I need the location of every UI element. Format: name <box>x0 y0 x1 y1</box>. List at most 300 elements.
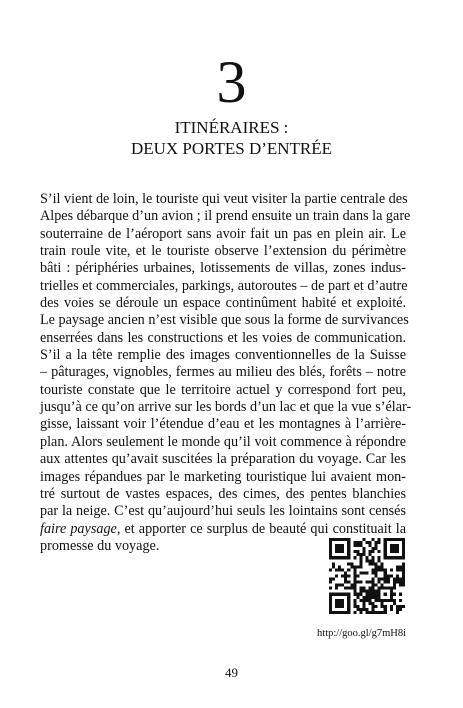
qr-module <box>390 593 393 596</box>
qr-module <box>369 590 372 593</box>
chapter-title <box>0 117 463 159</box>
qr-module <box>393 584 396 587</box>
qr-module <box>384 544 387 547</box>
qr-module <box>393 599 396 602</box>
qr-module <box>369 541 372 544</box>
text-line: bâti : périphéries urbaines, lotissements de villas, zones indus- <box>40 260 406 277</box>
qr-module <box>396 574 399 577</box>
qr-module <box>353 556 356 559</box>
qr-module <box>375 574 378 577</box>
qr-module <box>347 568 350 571</box>
qr-module <box>375 544 378 547</box>
qr-module <box>347 587 350 590</box>
qr-module <box>350 584 353 587</box>
qr-module <box>362 596 365 599</box>
qr-module <box>353 578 356 581</box>
qr-module <box>353 593 356 596</box>
qr-module <box>393 556 396 559</box>
qr-module <box>384 593 387 596</box>
qr-module <box>372 550 375 553</box>
qr-module <box>372 590 375 593</box>
qr-module <box>387 599 390 602</box>
qr-module <box>372 562 375 565</box>
qr-module <box>384 581 387 584</box>
qr-module <box>341 550 344 553</box>
qr-module <box>372 596 375 599</box>
qr-module <box>344 593 347 596</box>
qr-module <box>329 541 332 544</box>
qr-module <box>359 587 362 590</box>
qr-module <box>341 544 344 547</box>
qr-module <box>402 574 405 577</box>
qr-module <box>384 608 387 611</box>
qr-module <box>402 568 405 571</box>
qr-module <box>402 578 405 581</box>
qr-module <box>335 538 338 541</box>
text-line: Le paysage ancien n’est visible que sous la forme de survivances <box>40 312 409 329</box>
qr-module <box>332 562 335 565</box>
qr-module <box>381 568 384 571</box>
qr-module <box>372 593 375 596</box>
qr-module <box>329 538 332 541</box>
qr-module <box>375 568 378 571</box>
qr-module <box>375 593 378 596</box>
qr-module <box>369 593 372 596</box>
qr-module <box>396 556 399 559</box>
qr-module <box>353 565 356 568</box>
qr-module <box>393 544 396 547</box>
text-line: train roule vite, et le touriste observe l’extension du périmètre <box>40 243 406 260</box>
qr-module <box>353 544 356 547</box>
qr-module <box>393 550 396 553</box>
qr-module <box>402 544 405 547</box>
qr-module <box>335 568 338 571</box>
qr-module <box>347 593 350 596</box>
qr-module <box>353 590 356 593</box>
qr-module <box>402 556 405 559</box>
text-line: images répandues par le marketing touristique lui avaient mon- <box>40 468 406 485</box>
qr-module <box>329 568 332 571</box>
qr-module <box>347 599 350 602</box>
qr-module <box>338 602 341 605</box>
qr-module <box>341 593 344 596</box>
qr-module <box>378 590 381 593</box>
qr-module <box>341 574 344 577</box>
qr-module <box>359 559 362 562</box>
qr-module <box>356 544 359 547</box>
qr-module <box>384 556 387 559</box>
qr-module <box>402 562 405 565</box>
qr-module <box>353 584 356 587</box>
qr-module <box>381 599 384 602</box>
qr-module <box>335 602 338 605</box>
qr-module <box>396 578 399 581</box>
qr-module <box>338 550 341 553</box>
qr-module <box>362 608 365 611</box>
qr-module <box>338 538 341 541</box>
qr-module <box>338 565 341 568</box>
qr-module <box>381 562 384 565</box>
qr-module <box>393 587 396 590</box>
qr-module <box>341 602 344 605</box>
qr-module <box>356 608 359 611</box>
qr-module <box>338 568 341 571</box>
qr-module <box>356 581 359 584</box>
qr-module <box>402 565 405 568</box>
qr-module <box>350 565 353 568</box>
qr-module <box>335 611 338 614</box>
qr-module <box>393 593 396 596</box>
qr-module <box>387 538 390 541</box>
qr-module <box>335 584 338 587</box>
qr-module <box>369 544 372 547</box>
qr-module <box>381 584 384 587</box>
qr-module <box>347 608 350 611</box>
qr-module <box>378 578 381 581</box>
qr-module <box>372 584 375 587</box>
qr-module <box>329 593 332 596</box>
qr-module <box>390 550 393 553</box>
qr-module <box>335 599 338 602</box>
text-line-last: promesse du voyage. <box>40 537 160 554</box>
qr-module <box>353 605 356 608</box>
text-fragment: , et apporter ce surplus de beauté qui constituait la <box>116 520 406 537</box>
qr-module <box>353 574 356 577</box>
qr-module <box>347 596 350 599</box>
qr-module <box>356 596 359 599</box>
qr-module <box>384 571 387 574</box>
qr-module <box>329 605 332 608</box>
qr-module <box>396 547 399 550</box>
qr-module <box>399 605 402 608</box>
qr-module <box>399 584 402 587</box>
qr-module <box>399 556 402 559</box>
qr-module <box>353 541 356 544</box>
qr-module <box>359 553 362 556</box>
qr-module <box>335 547 338 550</box>
qr-module <box>372 611 375 614</box>
qr-module <box>365 608 368 611</box>
qr-module <box>362 599 365 602</box>
qr-module <box>402 584 405 587</box>
qr-module <box>353 571 356 574</box>
qr-module <box>402 550 405 553</box>
qr-module <box>399 593 402 596</box>
qr-module <box>344 611 347 614</box>
qr-module <box>359 565 362 568</box>
chapter-number: 3 <box>216 49 247 115</box>
chapter-title-line-2: DEUX PORTES D’ENTRÉE <box>130 139 333 158</box>
qr-module <box>347 605 350 608</box>
qr-module <box>378 587 381 590</box>
qr-module <box>341 611 344 614</box>
qr-module <box>399 608 402 611</box>
qr-module <box>402 547 405 550</box>
qr-module <box>329 608 332 611</box>
qr-module <box>332 578 335 581</box>
qr-module <box>341 538 344 541</box>
qr-module <box>335 605 338 608</box>
qr-module <box>329 587 332 590</box>
qr-module <box>356 541 359 544</box>
qr-module <box>378 596 381 599</box>
text-line: tré surtout de vastes espaces, des cimes, des pentes blanchies <box>40 485 406 502</box>
qr-module <box>375 547 378 550</box>
text-line: gisse, laissant voir l’étendue d’eau et les montagnes à l’arrière- <box>40 416 406 433</box>
qr-module <box>329 547 332 550</box>
qr-module <box>375 596 378 599</box>
qr-module <box>387 556 390 559</box>
chapter-title-line-1: ITINÉRAIRES : <box>174 118 289 137</box>
qr-module <box>362 605 365 608</box>
qr-module <box>384 574 387 577</box>
qr-module <box>384 538 387 541</box>
qr-module <box>347 538 350 541</box>
qr-module <box>335 574 338 577</box>
qr-module <box>347 574 350 577</box>
qr-module <box>378 593 381 596</box>
qr-module <box>341 568 344 571</box>
qr-module <box>384 605 387 608</box>
qr-module <box>381 578 384 581</box>
qr-module <box>369 587 372 590</box>
qr-module <box>381 587 384 590</box>
qr-module <box>356 593 359 596</box>
qr-module <box>353 550 356 553</box>
qr-module <box>393 547 396 550</box>
qr-module <box>378 559 381 562</box>
qr-module <box>353 602 356 605</box>
qr-module <box>332 565 335 568</box>
qr-module <box>381 565 384 568</box>
qr-module <box>393 581 396 584</box>
qr-module <box>362 587 365 590</box>
qr-module <box>375 565 378 568</box>
qr-module <box>390 599 393 602</box>
qr-module <box>338 593 341 596</box>
qr-module <box>396 611 399 614</box>
qr-module <box>362 571 365 574</box>
qr-module <box>372 571 375 574</box>
qr-module <box>369 562 372 565</box>
qr-module <box>332 611 335 614</box>
qr-module <box>347 547 350 550</box>
qr-module <box>402 581 405 584</box>
text-line: – pâturages, vignobles, fermes au milieu des blés, forêts – notre <box>40 364 406 381</box>
qr-module <box>372 547 375 550</box>
qr-module <box>402 605 405 608</box>
qr-module <box>347 550 350 553</box>
qr-module <box>329 553 332 556</box>
qr-module <box>399 565 402 568</box>
qr-module <box>393 602 396 605</box>
qr-module <box>387 574 390 577</box>
qr-module <box>381 611 384 614</box>
text-line: aux attentes qu’avait suscitées la préparation du voyage. Car les <box>40 451 406 468</box>
qr-module <box>332 593 335 596</box>
qr-module <box>384 568 387 571</box>
qr-module <box>399 578 402 581</box>
qr-module <box>390 568 393 571</box>
qr-module <box>390 587 393 590</box>
qr-module <box>353 568 356 571</box>
qr-module <box>329 544 332 547</box>
qr-module <box>365 596 368 599</box>
qr-module <box>359 571 362 574</box>
qr-module <box>390 547 393 550</box>
qr-module <box>338 599 341 602</box>
qr-module <box>372 602 375 605</box>
qr-module <box>347 541 350 544</box>
qr-module <box>375 584 378 587</box>
qr-module <box>372 605 375 608</box>
qr-module <box>338 556 341 559</box>
qr-module <box>375 562 378 565</box>
qr-module <box>372 556 375 559</box>
qr-module <box>362 602 365 605</box>
qr-module <box>393 578 396 581</box>
qr-module <box>341 599 344 602</box>
qr-module <box>359 544 362 547</box>
qr-module <box>347 581 350 584</box>
qr-module <box>365 556 368 559</box>
qr-module <box>359 599 362 602</box>
qr-module <box>347 553 350 556</box>
qr-module <box>396 544 399 547</box>
qr-module <box>359 556 362 559</box>
qr-module <box>338 544 341 547</box>
qr-module <box>347 544 350 547</box>
qr-module <box>390 608 393 611</box>
text-line: souterraine de l’aéroport sans avoir fait un pas en plein air. Le <box>40 225 406 242</box>
qr-module <box>359 593 362 596</box>
qr-module <box>378 541 381 544</box>
qr-module <box>384 578 387 581</box>
qr-code-icon <box>329 538 405 614</box>
qr-module <box>375 599 378 602</box>
qr-module <box>365 571 368 574</box>
text-line: Alpes débarque d’un avion ; il prend ensuite un train dans la gare <box>40 208 411 225</box>
qr-module <box>329 581 332 584</box>
qr-module <box>393 538 396 541</box>
qr-module <box>362 550 365 553</box>
qr-module <box>390 538 393 541</box>
qr-module <box>347 611 350 614</box>
qr-module <box>396 581 399 584</box>
qr-module <box>365 611 368 614</box>
qr-module <box>356 553 359 556</box>
qr-module <box>375 571 378 574</box>
qr-module <box>335 593 338 596</box>
qr-module <box>365 581 368 584</box>
qr-module <box>329 550 332 553</box>
qr-module <box>344 587 347 590</box>
qr-module <box>341 605 344 608</box>
qr-module <box>365 541 368 544</box>
qr-module <box>399 568 402 571</box>
qr-module <box>335 556 338 559</box>
qr-module <box>341 547 344 550</box>
qr-module <box>353 599 356 602</box>
qr-module <box>356 565 359 568</box>
qr-module <box>369 596 372 599</box>
qr-module <box>375 541 378 544</box>
qr-module <box>396 605 399 608</box>
text-line: enserrées dans les constructions et les voies de communication. <box>40 329 406 346</box>
qr-module <box>375 611 378 614</box>
qr-module <box>390 596 393 599</box>
qr-module <box>378 565 381 568</box>
qr-module <box>362 553 365 556</box>
qr-module <box>372 587 375 590</box>
qr-module <box>338 584 341 587</box>
qr-module <box>329 599 332 602</box>
text-line: des voies se déroule un espace continûment habité et exploité. <box>40 295 406 312</box>
qr-module <box>372 608 375 611</box>
qr-module <box>384 587 387 590</box>
qr-module <box>399 599 402 602</box>
qr-module <box>350 587 353 590</box>
qr-module <box>362 590 365 593</box>
page-number: 49 <box>225 665 238 680</box>
qr-module <box>344 581 347 584</box>
qr-module <box>402 541 405 544</box>
qr-module <box>390 544 393 547</box>
qr-module <box>335 550 338 553</box>
qr-module <box>372 581 375 584</box>
qr-module <box>384 611 387 614</box>
qr-module <box>344 571 347 574</box>
qr-module <box>399 581 402 584</box>
qr-module <box>390 556 393 559</box>
qr-module <box>378 568 381 571</box>
qr-module <box>369 553 372 556</box>
qr-module <box>384 553 387 556</box>
qr-module <box>369 550 372 553</box>
qr-module <box>396 608 399 611</box>
qr-module <box>378 611 381 614</box>
qr-module <box>344 538 347 541</box>
qr-module <box>381 605 384 608</box>
qr-module <box>387 581 390 584</box>
text-line <box>40 521 406 538</box>
qr-module <box>359 611 362 614</box>
qr-module <box>378 550 381 553</box>
qr-module <box>353 587 356 590</box>
qr-module <box>387 587 390 590</box>
qr-module <box>365 593 368 596</box>
qr-module <box>347 562 350 565</box>
qr-module <box>402 538 405 541</box>
qr-module <box>329 578 332 581</box>
qr-module <box>362 547 365 550</box>
qr-module <box>372 578 375 581</box>
qr-module <box>365 599 368 602</box>
qr-module <box>402 553 405 556</box>
qr-module <box>344 556 347 559</box>
qr-module <box>369 611 372 614</box>
qr-module <box>378 556 381 559</box>
qr-module <box>378 599 381 602</box>
qr-module <box>372 538 375 541</box>
qr-module <box>332 556 335 559</box>
qr-module <box>359 562 362 565</box>
qr-link-url[interactable]: http://goo.gl/g7mH8i <box>317 628 406 639</box>
qr-module <box>384 541 387 544</box>
qr-module <box>353 611 356 614</box>
qr-module <box>359 581 362 584</box>
qr-module <box>390 605 393 608</box>
